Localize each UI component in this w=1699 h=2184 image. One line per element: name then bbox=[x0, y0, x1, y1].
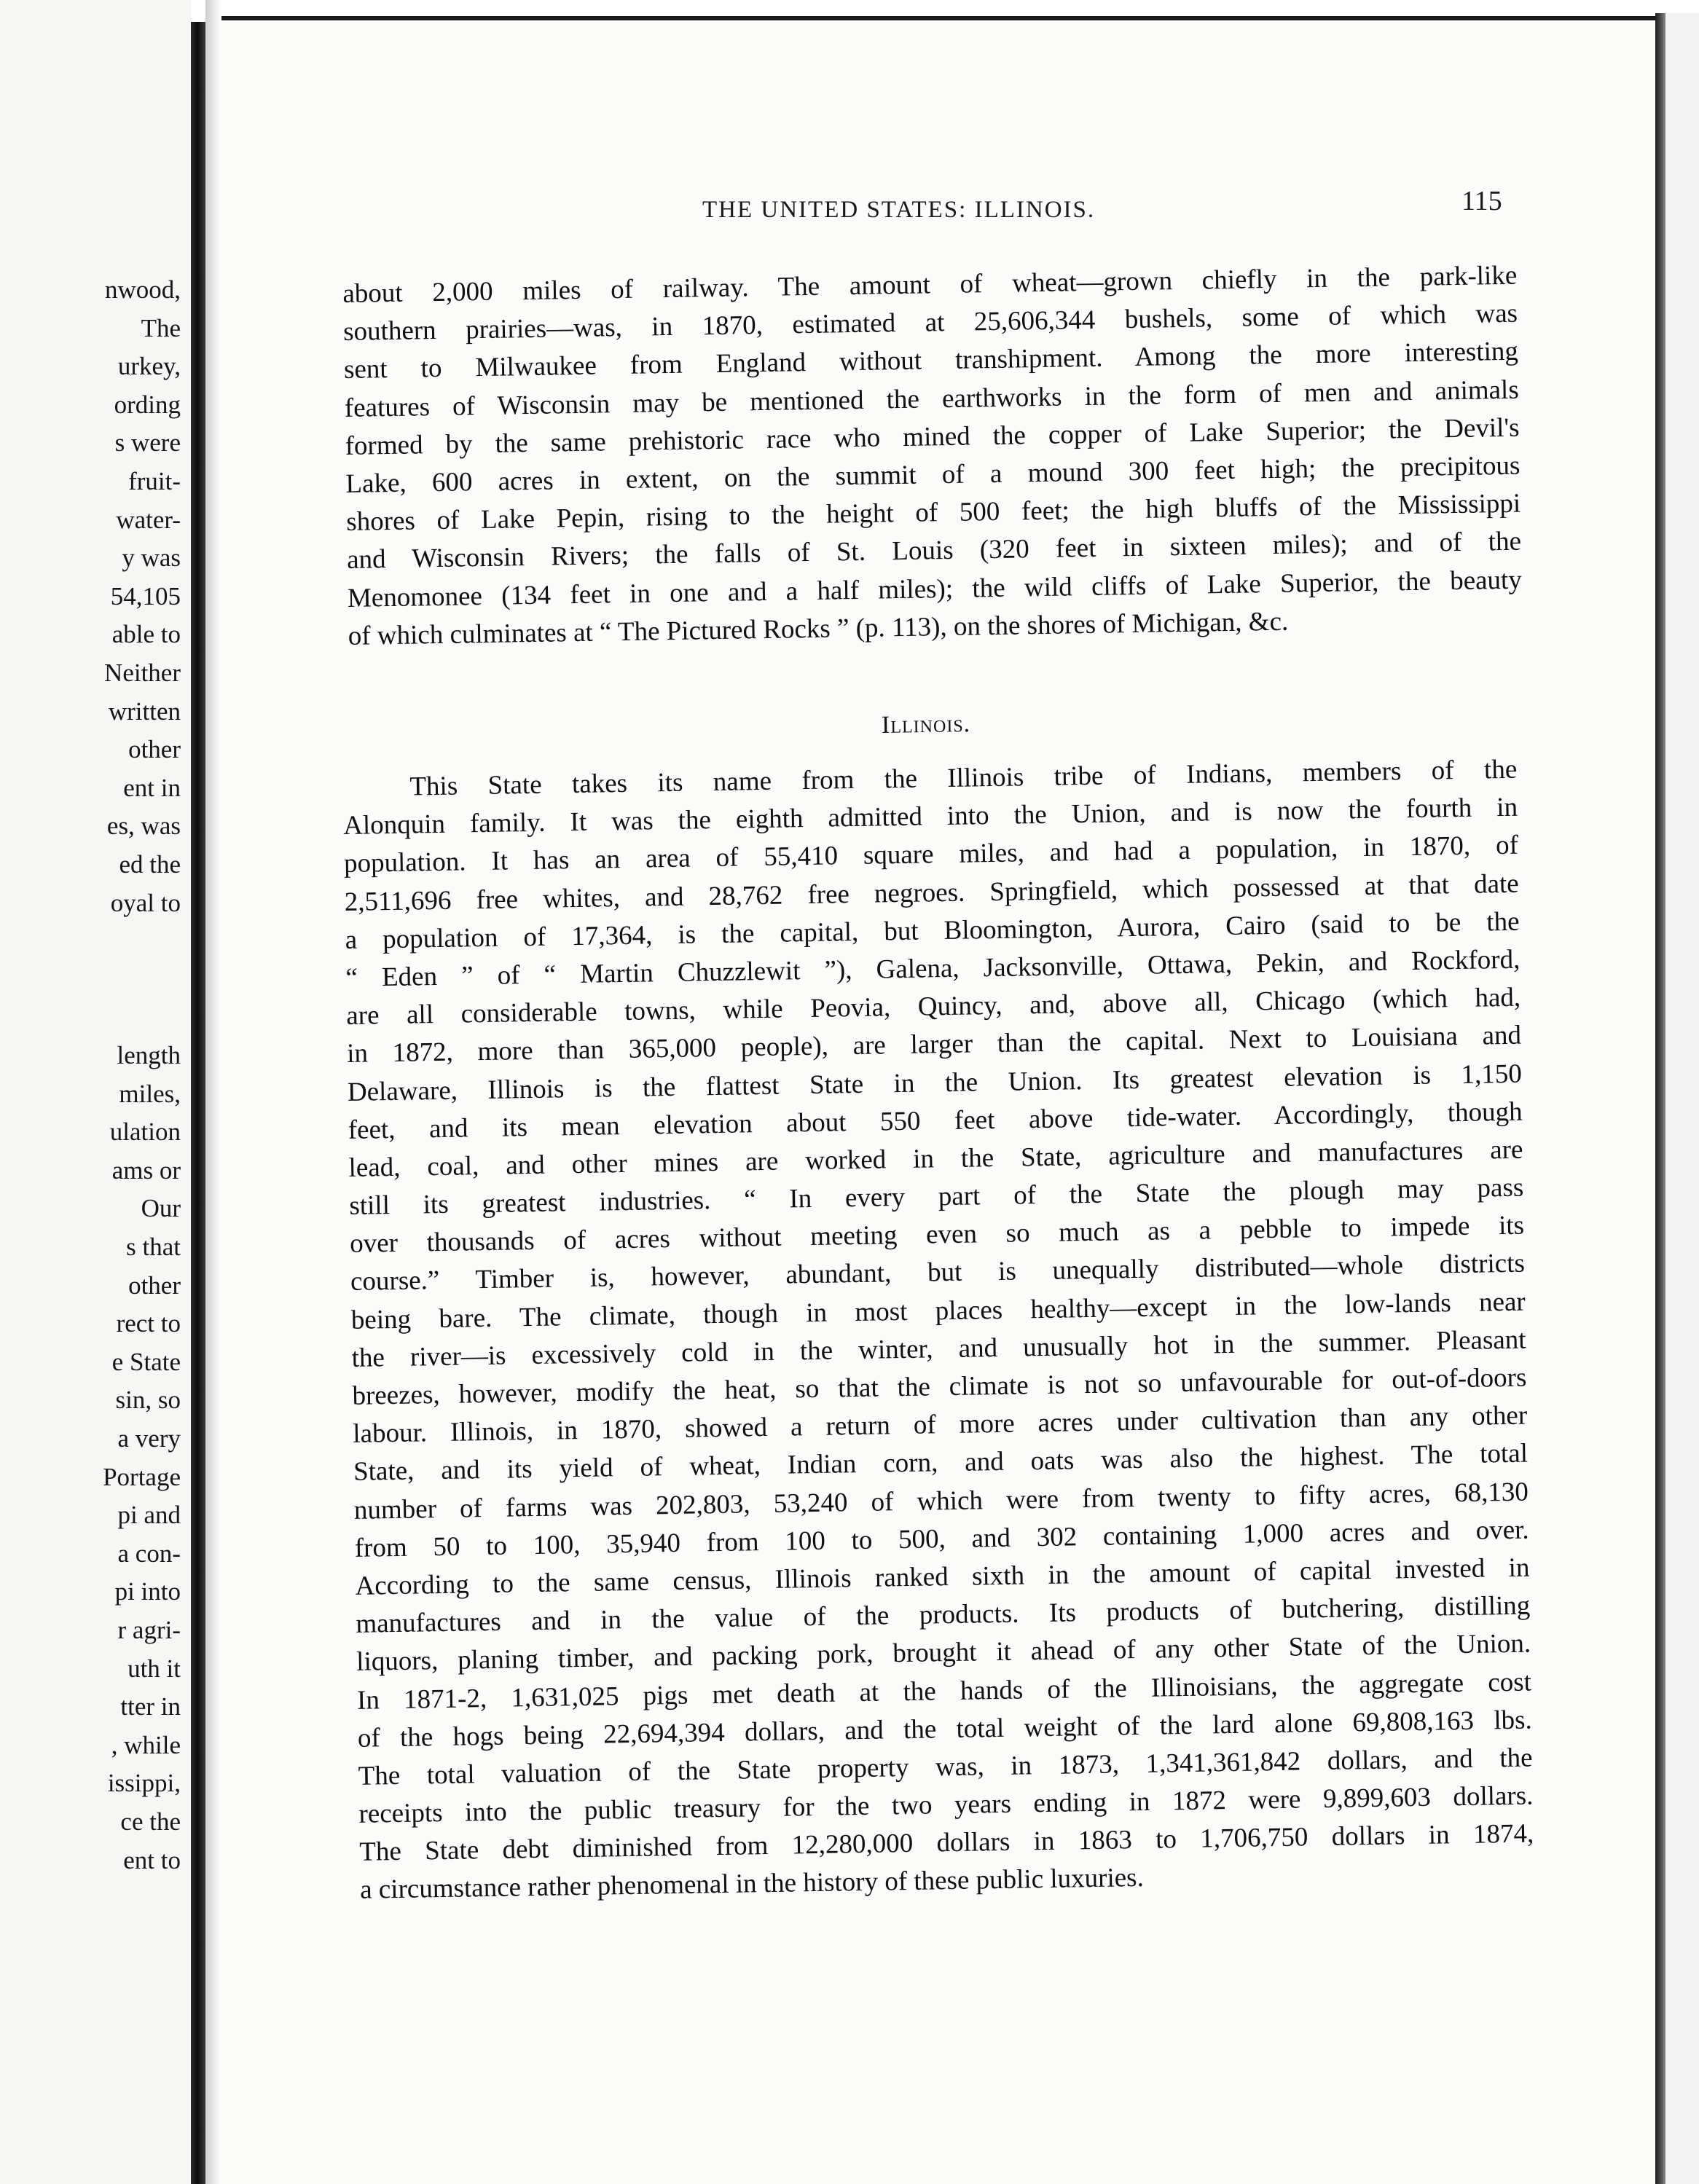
text-line: lead, coal, and other mines are worked in the State, agriculture and manufactures are bbox=[348, 1134, 1523, 1183]
text-line: and Wisconsin Rivers; the falls of St. Louis (320 feet in sixteen miles); and of the bbox=[346, 526, 1522, 576]
text-line: “ Eden ” of “ Martin Chuzzlewit ”), Galena, Jacksonville, Ottawa, Pekin, and Rockford, bbox=[345, 944, 1521, 993]
facing-line: ulation bbox=[109, 1117, 181, 1147]
facing-line: ent to bbox=[123, 1845, 181, 1874]
facing-line: e State bbox=[111, 1347, 181, 1376]
facing-line: pi into bbox=[114, 1577, 181, 1606]
text-line: The total valuation of the State property was, in 1873, 1,341,361,842 dollars, and the bbox=[358, 1743, 1533, 1791]
text-line: of which culminates at “ The Pictured Rocks ” (p. 113), on the shores of Michigan, &c. bbox=[348, 606, 1289, 651]
facing-line: fruit- bbox=[128, 466, 181, 495]
text-line: population. It has an area of 55,410 square miles, and had a population, in 1870, of bbox=[343, 830, 1519, 879]
facing-line: y was bbox=[122, 543, 181, 573]
facing-line: s were bbox=[114, 428, 181, 457]
text-line: a population of 17,364, is the capital, but Bloomington, Aurora, Cairo (said to be the bbox=[345, 906, 1520, 955]
facing-line: 54,105 bbox=[110, 581, 181, 610]
facing-line: uth it bbox=[127, 1654, 181, 1683]
facing-line: a con- bbox=[117, 1539, 181, 1568]
text-line: State, and its yield of wheat, Indian corn, and oats was also the highest. The total bbox=[353, 1438, 1529, 1488]
facing-line: able to bbox=[111, 620, 181, 649]
facing-line: es, was bbox=[106, 812, 181, 841]
text-line: over thousands of acres without meeting even so much as a pebble to impede its bbox=[349, 1210, 1525, 1260]
text-line: Menomonee (134 feet in one and a half miles); the wild cliffs of Lake Superior, the beauty bbox=[347, 565, 1523, 613]
facing-line: a very bbox=[117, 1424, 181, 1453]
text-line: being bare. The climate, though in most places healthy—except in the low-lands near bbox=[350, 1287, 1526, 1335]
facing-line: Portage bbox=[103, 1462, 181, 1491]
text-line: a circumstance rather phenomenal in the history of these public luxuries. bbox=[359, 1863, 1145, 1906]
text-line: formed by the same prehistoric race who mined the copper of Lake Superior; the Devil's bbox=[345, 412, 1520, 461]
text-line: southern prairies—was, in 1870, estimated at 25,606,344 bushels, some of which was bbox=[342, 298, 1518, 347]
text-line: This State takes its name from the Illinois tribe of Indians, members of the bbox=[409, 754, 1518, 802]
facing-line: ce the bbox=[120, 1807, 181, 1836]
facing-line: written bbox=[108, 696, 181, 726]
scan-margin-right bbox=[1665, 13, 1699, 2184]
facing-line: ams or bbox=[111, 1155, 181, 1185]
text-line: The State debt diminished from 12,280,000 dollars in 1863 to 1,706,750 dollars in 1874, bbox=[359, 1818, 1534, 1868]
facing-gap bbox=[103, 922, 181, 1037]
text-line: about 2,000 miles of railway. The amount of wheat—grown chiefly in the park-like bbox=[342, 260, 1518, 309]
text-line: shores of Lake Pepin, rising to the height of 500 feet; the high bluffs of the Mississippi bbox=[345, 488, 1521, 538]
facing-line: s that bbox=[126, 1233, 181, 1262]
facing-line: ording bbox=[114, 390, 181, 419]
text-line: course.” Timber is, however, abundant, but is unequally distributed—whole districts bbox=[350, 1249, 1526, 1297]
text-line: feet, and its mean elevation about 550 feet above tide-water. Accordingly, though bbox=[348, 1096, 1523, 1145]
text-line: sent to Milwaukee from England without transhipment. Among the more interesting bbox=[343, 337, 1519, 385]
facing-line: water- bbox=[116, 505, 181, 534]
facing-line: Our bbox=[141, 1194, 181, 1223]
facing-line: Neither bbox=[104, 658, 181, 687]
paragraph-illinois bbox=[342, 751, 1534, 1910]
text-line: in 1872, more than 365,000 people), are larger than the capital. Next to Louisiana and bbox=[346, 1020, 1522, 1069]
facing-line: nwood, bbox=[104, 275, 181, 304]
text-line: According to the same census, Illinois ranked sixth in the amount of capital invested in bbox=[355, 1552, 1530, 1601]
text-line: In 1871-2, 1,631,025 pigs met death at the hands of the Illinoisians, the aggregate cost bbox=[356, 1667, 1532, 1716]
text-line: of the hogs being 22,694,394 dollars, and the total weight of the lard alone 69,808,163 lbs. bbox=[357, 1705, 1533, 1753]
facing-line: length bbox=[117, 1041, 181, 1070]
facing-line: ed the bbox=[119, 849, 181, 879]
text-line: number of farms was 202,803, 53,240 of which were from twenty to fifty acres, 68,130 bbox=[353, 1477, 1529, 1525]
text-line: Alonquin family. It was the eighth admitted into the Union, and is now the fourth in bbox=[342, 792, 1518, 841]
facing-line: sin, so bbox=[115, 1386, 181, 1415]
facing-line: ent in bbox=[123, 773, 181, 802]
facing-line: issippi, bbox=[107, 1769, 181, 1798]
text-line: Lake, 600 acres in extent, on the summit of a mound 300 feet high; the precipitous bbox=[345, 450, 1521, 499]
text-line: from 50 to 100, 35,940 from 100 to 500, and 302 containing 1,000 acres and over. bbox=[354, 1515, 1529, 1563]
facing-page-left bbox=[0, 0, 191, 2184]
page-edge-right bbox=[1655, 13, 1665, 2184]
facing-line: other bbox=[128, 735, 181, 764]
text-line: Delaware, Illinois is the flattest State in the Union. Its greatest elevation is 1,150 bbox=[347, 1058, 1523, 1107]
facing-line: urkey, bbox=[117, 352, 181, 381]
page-number: 115 bbox=[1461, 186, 1502, 216]
facing-line: miles, bbox=[119, 1079, 181, 1108]
text-line: still its greatest industries. “ In every part of the State the plough may pass bbox=[349, 1172, 1524, 1221]
facing-line: other bbox=[128, 1270, 181, 1300]
text-line: features of Wisconsin may be mentioned the earthworks in the form of men and animals bbox=[344, 374, 1519, 423]
facing-page-text bbox=[103, 271, 181, 1879]
facing-line: oyal to bbox=[110, 888, 181, 917]
facing-line: The bbox=[141, 313, 181, 342]
text-line: 2,511,696 free whites, and 28,762 free negroes. Springfield, which possessed at that date bbox=[344, 868, 1519, 917]
gutter-shadow bbox=[205, 0, 221, 2184]
text-line: are all considerable towns, while Peovia, Quincy, and, above all, Chicago (which had, bbox=[345, 982, 1521, 1032]
facing-line: r agri- bbox=[117, 1616, 181, 1644]
text-line: breezes, however, modify the heat, so that the climate is not so unfavourable for out-of-doors bbox=[352, 1362, 1527, 1411]
facing-line: pi and bbox=[117, 1501, 181, 1530]
text-line: liquors, planing timber, and packing pork, brought it ahead of any other State of the Union. bbox=[356, 1628, 1531, 1678]
paragraph-wisconsin bbox=[342, 257, 1523, 656]
section-heading: Illinois. bbox=[881, 710, 971, 739]
book-gutter bbox=[191, 22, 205, 2184]
text-line: manufactures and in the value of the products. Its products of butchering, distilling bbox=[356, 1590, 1531, 1639]
facing-line: , while bbox=[111, 1730, 181, 1759]
facing-line: tter in bbox=[120, 1692, 181, 1721]
facing-line: rect to bbox=[116, 1309, 181, 1338]
running-head: THE UNITED STATES: ILLINOIS. bbox=[702, 197, 1096, 223]
text-line: receipts into the public treasury for the two years ending in 1872 were 9,899,603 dollars. bbox=[358, 1780, 1534, 1829]
text-line: the river—is excessively cold in the winter, and unusually hot in the summer. Pleasant bbox=[351, 1324, 1526, 1373]
text-line: labour. Illinois, in 1870, showed a return of more acres under cultivation than any other bbox=[353, 1400, 1528, 1450]
